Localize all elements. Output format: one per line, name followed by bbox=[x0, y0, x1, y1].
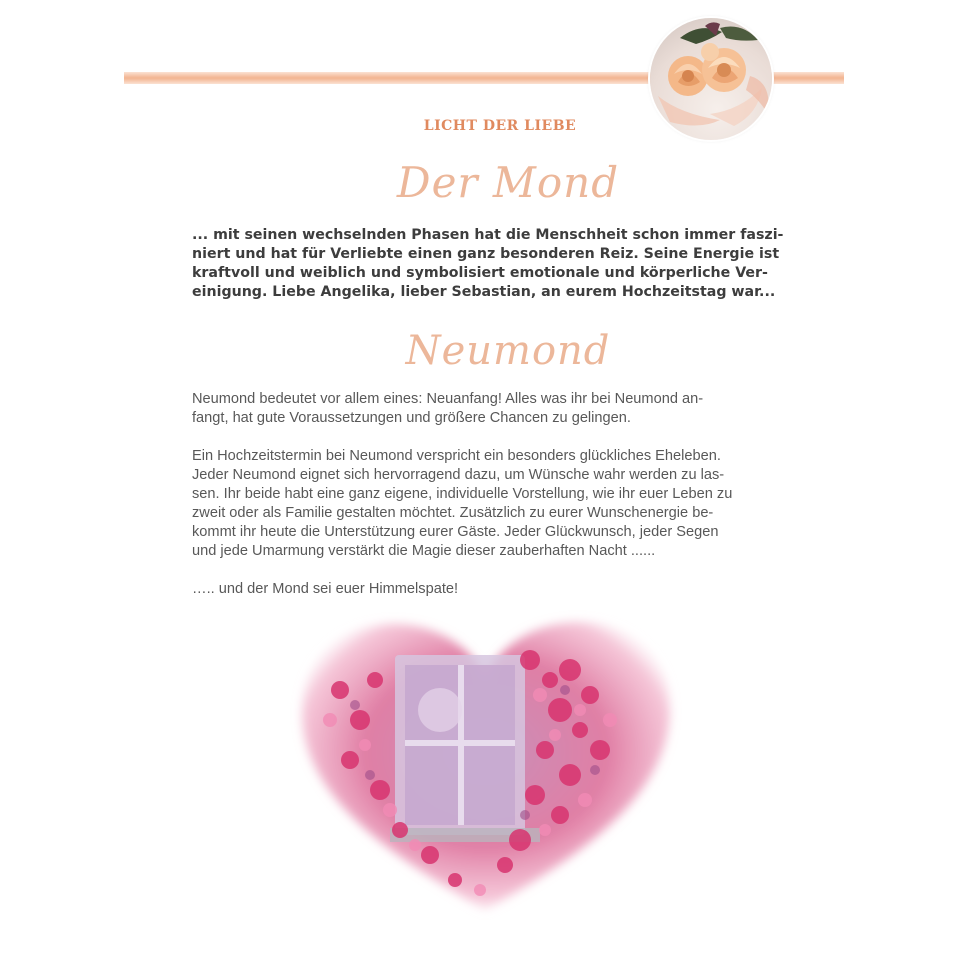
intro-line: kraftvoll und weiblich und symbolisiert emotionale und körperliche Ver- bbox=[192, 265, 768, 281]
paragraph1-line: Neumond bedeutet vor allem eines: Neuanfang! Alles was ihr bei Neumond an- bbox=[192, 391, 704, 407]
paragraph1-line: fangt, hat gute Voraussetzungen und größere Chancen zu gelingen. bbox=[192, 410, 631, 426]
heart-window-image bbox=[280, 600, 690, 920]
intro-line: niert und hat für Verliebte einen ganz besonderen Reiz. Seine Energie ist bbox=[192, 246, 780, 262]
intro-line: ... mit seinen wechselnden Phasen hat die Menschheit schon immer faszi- bbox=[192, 227, 784, 243]
page-title: Der Mond bbox=[396, 158, 620, 207]
intro-line: einigung. Liebe Angelika, lieber Sebastian, an eurem Hochzeitstag war... bbox=[192, 284, 776, 300]
section-kicker: LICHT DER LIEBE bbox=[423, 118, 577, 134]
paragraph2-line: Jeder Neumond eignet sich hervorragend dazu, um Wünsche wahr werden zu las- bbox=[192, 467, 725, 483]
paragraph2-line: sen. Ihr beide habt eine ganz eigene, individuelle Vorstellung, wie ihr euer Leben zu bbox=[192, 486, 733, 502]
section-title: Neumond bbox=[405, 328, 611, 374]
paragraph2-line: und jede Umarmung verstärkt die Magie dieser zauberhaften Nacht ...... bbox=[192, 543, 656, 559]
intro-paragraph bbox=[192, 226, 792, 302]
paragraph2-line: kommt ihr heute die Unterstützung eurer Gäste. Jeder Glückwunsch, jeder Segen bbox=[192, 524, 719, 540]
paragraph2-line: Ein Hochzeitstermin bei Neumond verspricht ein besonders glückliches Eheleben. bbox=[192, 448, 721, 464]
body-text bbox=[192, 390, 812, 599]
paragraph2-line: zweit oder als Familie gestalten möchtet. Zusätzlich zu eurer Wunschenergie be- bbox=[192, 505, 714, 521]
heart-flowers-illustration bbox=[280, 600, 690, 920]
closing-line: ….. und der Mond sei euer Himmelspate! bbox=[192, 581, 459, 597]
